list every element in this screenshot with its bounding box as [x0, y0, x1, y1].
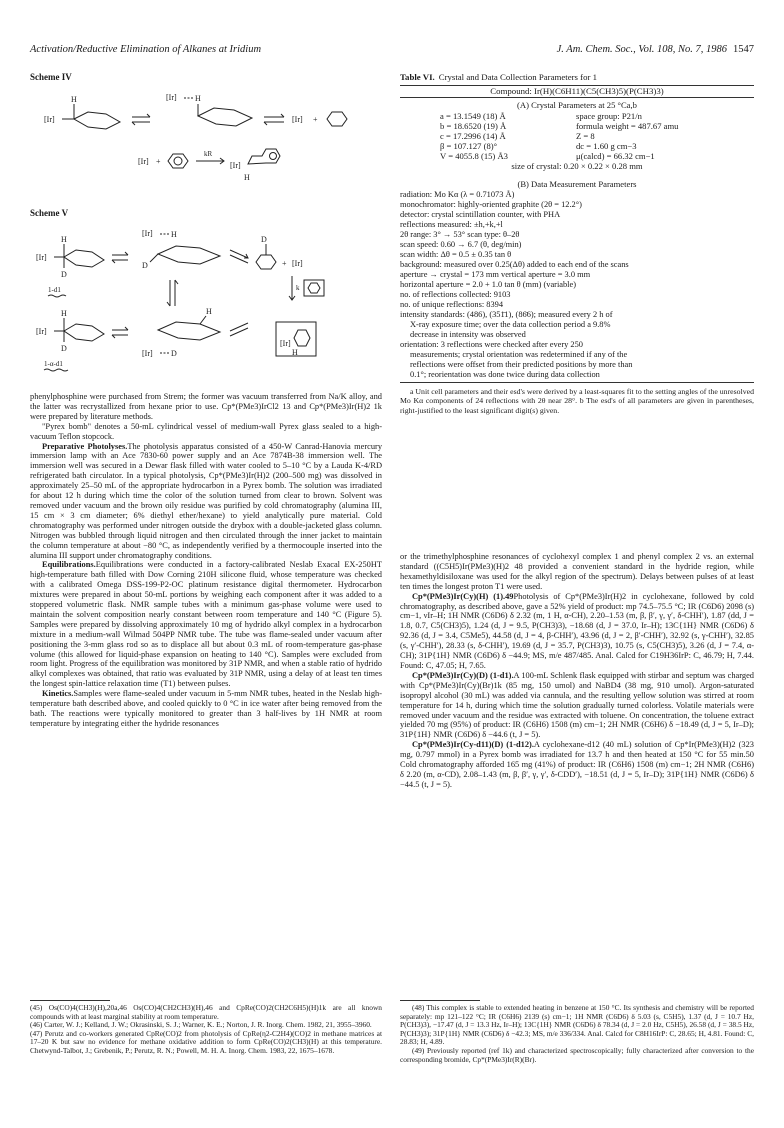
param-z: Z = 8 [576, 131, 595, 141]
scheme-v-d-1: D [61, 270, 67, 279]
param-space-group: space group: P21/n [576, 111, 642, 121]
paragraph-standards: or the trimethylphosphine resonances of cyclohexyl complex 1 and phenyl complex 2 vs. an external standard ((C5H5)Ir(PMe3)(H)2 48 provided a convenient standard in the hydride region, while hexamethyldisiloxane was used for the alkyl region of the spectrum). Delays between pulses of at least ten times the longest proton T1 were used. [400, 552, 754, 591]
table-footnote: a Unit cell parameters and their esd's were derived by a least-squares fit to the setting angles of the unresolved Mo Kα components of 24 reflections with 2θ near 28°. b The esd's of all parameters are given in parentheses, right-justified to the least significant digit(s) given. [400, 387, 754, 415]
footnote-47: (47) Perutz and co-workers generated CpRe(CO)2 from photolysis of CpRe(η2-C2H4)(CO)2 in methane matrices at 17–20 K but saw no evidence for methane oxidative addition to form CpRe(CO)2(CH3)(H) at this temperature. Chetwynd-Talbot, J.; Grebenik, P.; Perutz, R. N.; Powell, M. H. A. Inorg. Chem. 1983, 22, 1675–1678. [30, 1028, 382, 1055]
param-row-beta [400, 141, 754, 151]
footnote-48: (48) This complex is stable to extended heating in benzene at 150 °C. Its synthesis and chemistry will be reported separately: mp 121–122 °C; IR (C6H6) 2139 (s) cm−1; 1H NMR (C6D6) δ 5.03 (s, C5H5), 1.37 (d, J = 10.7 Hz, P(CH3)3), −17.47 (d, J = 13.3 Hz, Ir–H); 13C{1H} NMR (C6D6) δ 78.34 (d, J = 2.0 Hz, C5H5), 26.58 (d, J = 38.5 Hz, P(CH3)3); 31P{1H} NMR (C6D6) δ −42.3; MS, m/e 336/334. Anal. Calcd for C8H16IrP: C, 28.65; H, 4.81. Found: C, 28.83; H, 4.89. [400, 1003, 754, 1047]
label-1-alpha-d1: 1-α-d1 [44, 360, 63, 368]
scheme-iv-ir-5: [Ir] [230, 161, 241, 170]
paragraph-compound-1 [400, 592, 754, 671]
left-footnote-rule [30, 1000, 110, 1001]
table-title-text: Crystal and Data Collection Parameters for 1 [438, 72, 598, 82]
scheme-iv-ring-1 [74, 112, 120, 129]
measurement-line: background: measured over 0.25(Δθ) added to each end of the scans [400, 260, 629, 269]
scheme-iv-ir-4: [Ir] [138, 157, 149, 166]
heading-kinetics: Kinetics. [42, 689, 74, 699]
table-vi [400, 72, 754, 415]
left-footnotes [30, 1004, 382, 1056]
scheme-v-ring-1 [64, 250, 104, 267]
measurement-line: decrease in intensity was observed [410, 330, 526, 339]
measurement-line: scan speed: 0.60 → 6.7 (θ, deg/min) [400, 240, 522, 249]
scheme-v-label: Scheme V [30, 208, 69, 218]
param-density: dc = 1.60 g cm−3 [576, 141, 637, 151]
param-row-a [400, 111, 754, 121]
param-b: b = 18.6520 (19) Å [440, 121, 507, 131]
measurement-line: reflections were offset from their predicted positions by more than [410, 360, 633, 369]
scheme-iv-ir-1: [Ir] [44, 115, 55, 124]
scheme-v-plus: + [282, 259, 287, 268]
scheme-iv-plus-1: + [313, 115, 318, 124]
measurement-line: reflections measured: ±h,+k,+l [400, 220, 503, 229]
heading-photolyses: Preparative Photolyses. [42, 441, 128, 451]
param-row-b [400, 121, 754, 131]
paragraph-compound-1-d12 [400, 740, 754, 790]
table-section-a: (A) Crystal Parameters at 25 °Ca,b [517, 100, 637, 110]
cyclohexane-d-ring [256, 255, 276, 269]
header-title: Activation/Reductive Elimination of Alkanes at Iridium [30, 44, 262, 55]
header-journal [557, 44, 754, 55]
measurement-line: radiation: Mo Kα (λ = 0.71073 Å) [400, 190, 515, 199]
measurement-line: monochromator: highly-oriented graphite (2θ = 12.2°) [400, 200, 582, 209]
param-c: c = 17.2996 (14) Å [440, 131, 506, 141]
param-a: a = 13.1549 (18) Å [440, 111, 506, 121]
measurement-line: horizontal aperture = 2.0 + 1.0 tan θ (mm) (variable) [400, 280, 577, 289]
measurement-list [400, 190, 754, 380]
v-eq-4b [230, 323, 248, 331]
heading-compound-1-d1: Cp*(PMe3)Ir(Cy)(D) (1-d1). [412, 670, 514, 680]
footnote-49: (49) Previously reported (ref 1k) and characterized spectroscopically; fully characterized after conversion to the corresponding bromide, Cp*(PMe3)Ir(R)(Br). [400, 1045, 754, 1064]
left-column-body [30, 392, 382, 729]
measurement-line: measurements; crystal orientation was redetermined if any of the [410, 350, 628, 359]
v-eq-2a [230, 250, 248, 258]
text-compound-1-d12: A cyclohexane-d12 (40 mL) solution of Cp*Ir(PMe3)(H)2 (323 mg, 0.797 mmol) in a Pyrex bomb was irradiated for 13.7 h and then heated at 150 °C for 55 min.50 Cold chromatography afforded 165 mg (41%) of product: IR (C6H6) 1508 (m) cm−1; 2H NMR (C6H6) δ 2.20 (m, α-CD), 2.08–1.43 (m, β, β′, γ, γ′, δ-CDD′), −18.51 (d, J = 5, Ir–D); 31P{1H} NMR (C6D6) δ −44.5 (t, J = 5). [400, 740, 754, 789]
label-1-d1: 1-d1 [48, 286, 61, 294]
measurement-line: orientation: 3 reflections were checked after every 250 [400, 340, 583, 349]
measurement-line: intensity standards: (486), (351̄1), (86̄6); measured every 2 h of [400, 310, 613, 319]
measurement-line: scan width: Δθ = 0.5 ± 0.35 tan θ [400, 250, 512, 259]
param-row-c [400, 131, 754, 141]
text-compound-1: Photolysis of Cp*(PMe3)Ir(H)2 in cyclohexane, followed by cold chromatography, as described above, gave a 52% yield of product: mp 74.5–75.5 °C; IR (C6D6) 2098 (s) cm−1, νIr–H; 1H NMR (C6D6) δ 2.32 (m, 1 H, α-CH), 2.20–1.53 (m, β, β′, γ, γ′, δ-CHH′), 1.87 (dd, J = 1.8, 0.7, C5(CH3)5), 1.24 (d, J = 9.5, P(CH3)3), −18.68 (d, J = 37.0, Ir–H); 13C{1H} NMR (C6D6) δ 92.36 (d, J = 3.4, C5Me5), 44.58 (d, J = 4, β-CHH′), 43.96 (d, J = 2, β′-CHH′), 32.92 (s, γ-CHH′), 32.85 (s, γ′-CHH′), 28.33 (s, δ-CHH′), 19.69 (d, J = 35.7, P(CH3)3), 10.75 (s, C5(CH3)5), 3.26 (d, J = 7.4, α-CH); 31P{1H} NMR (C6D6) δ −44.9; MS, m/e 487/485. Anal. Calcd for C19H36IrP: C, 46.79; H, 7.44. Found: C, 47.05; H, 7.65. [400, 591, 754, 670]
scheme-v-bond-h5 [200, 316, 206, 324]
measurement-line: no. of reflections collected: 9103 [400, 290, 511, 299]
scheme-v-ir-6: [Ir] [280, 339, 291, 348]
param-row-v [400, 151, 754, 161]
measurement-line: X-ray exposure time; over the data collection period a 9.8% [410, 320, 611, 329]
scheme-iv-h-2: H [195, 94, 201, 103]
v-eq-2b [230, 255, 248, 263]
cyclohexane-ring [327, 112, 347, 126]
param-crystal-size: size of crystal: 0.20 × 0.22 × 0.28 mm [511, 161, 643, 171]
v-eq-4a [230, 328, 248, 336]
measurement-line: no. of unique reflections: 8394 [400, 300, 504, 309]
phenyl-ring [248, 149, 280, 164]
scheme-v-d-4: D [61, 344, 67, 353]
right-footnotes [400, 1004, 754, 1064]
scheme-v-ir-1: [Ir] [36, 253, 47, 262]
paragraph-kinetics [30, 689, 382, 729]
bracketed-phenyl-ring [294, 330, 310, 346]
scheme-iv-ring-2 [198, 108, 252, 126]
measurement-line: 2θ range: 3° → 53° scan type: θ–2θ [400, 230, 520, 239]
bracketed-benzene-ring [308, 283, 320, 293]
kr-label: kR [204, 150, 213, 158]
scheme-v-ir-4: [Ir] [36, 327, 47, 336]
scheme-v-h-5: H [206, 307, 212, 316]
scheme-iv-h-3: H [244, 173, 250, 182]
scheme-v-ring-4 [158, 322, 220, 340]
footnote-45: (45) Os(CO)4(CH3)(H),20a,46 Os(CO)4(CH2CH3)(H),46 and CpRe(CO)2(CH2C6H5)(H)1k are all known compounds with at least marginal stability at room temperature. [30, 1003, 382, 1021]
scheme-iv-label: Scheme IV [30, 72, 72, 82]
param-beta: β = 107.127 (8)° [440, 141, 498, 151]
table-section-b: (B) Data Measurement Parameters [517, 179, 637, 189]
running-header [30, 44, 754, 58]
phenyl-circle [270, 153, 277, 160]
heading-equilibrations: Equilibrations. [42, 560, 96, 570]
scheme-iv-ir-2: [Ir] [166, 93, 177, 102]
heading-compound-1-d12: Cp*(PMe3)Ir(Cy-d11)(D) (1-d12). [412, 740, 534, 750]
scheme-v-ring-2 [158, 246, 220, 264]
scheme-v-d-2: D [142, 261, 148, 270]
paragraph-pyrex: "Pyrex bomb" denotes a 50-mL cylindrical vessel of medium-wall Pyrex glass sealed to a high-vacuum Teflon stopcock. [30, 421, 382, 441]
text-compound-1-d1: A 100-mL Schlenk flask equipped with stirbar and septum was charged with Cp*(PMe3)Ir(Cy)(Br)1k (85 mg, 150 umol) and NaBD4 (38 mg, 910 umol). Argon-saturated isopropyl alcohol (30 mL) was added via cannula, and the resulting yellow solution was stirred at room temperature for 14 h, during which time the solution gradually turned colorless. Volatile materials were removed under vacuum and the residue was extracted with toluene. On concentration, the toluene extract yielded 70 mg (95%) of product: IR (C6H6) 1508 (m) cm−1; 2H NMR (C6H6) δ −18.49 (d, J = 5, Ir–D); 31P{1H} NMR (C6D6) δ −44.6 (t, J = 5). [400, 670, 754, 740]
heading-compound-1: Cp*(PMe3)Ir(Cy)(H) (1).49 [412, 591, 514, 601]
scheme-v-ring-3 [64, 324, 104, 341]
scheme-iv-h-1: H [71, 95, 77, 104]
param-mu: μ(calcd) = 66.32 cm−1 [576, 151, 655, 161]
scheme-v-h-6: H [292, 348, 298, 357]
measurement-line: 0.1°; reorientation was done twice during data collection [410, 370, 600, 379]
table-compound: Compound: Ir(H)(C6H11)(C5(CH3)5)(P(CH3)3) [490, 86, 664, 96]
param-volume: V = 4055.8 (15) Å3 [440, 151, 508, 161]
label-1-d1-underline [48, 295, 66, 297]
paragraph-equilibrations [30, 560, 382, 689]
scheme-v-bond-d2 [150, 254, 158, 262]
paragraph-photolyses [30, 442, 382, 561]
measurement-line: aperture → crystal = 173 mm vertical aperture = 3.0 mm [400, 270, 591, 279]
scheme-v-d-5: D [171, 349, 177, 358]
table-title [400, 72, 754, 83]
page-number: 1547 [733, 44, 754, 55]
scheme-iv-ir-3: [Ir] [292, 115, 303, 124]
text-photolyses: The photolysis apparatus consisted of a 450-W Canrad-Hanovia mercury immersion lamp with an Ace 7830-60 power supply and an Ace 7874B-38 immersion well. The immersion well was secured in a Dewar flask filled with water cooled to 5–10 °C by a Lauda K-4/RD refrigerated bath circulator. In a typical photolysis, Cp*(PMe3)Ir(H)2 (200–500 mg) was dissolved in approximately 25–50 mL of the appropriate hydrocarbon in a Pyrex bomb. The solution was irradiated for about 12 h during which time the color of the solution turned from clear to brown. Solvent was removed under vacuum and the brown oily residue was purified by cold chromatography (alumina III, 15 cm × 3 cm diameter; 6% diethyl ether/hexane) to yield analytically pure material. Cold chromatography was performed under nitrogen outside the drybox with a double-jacketed glass column. Nitrogen was bubbled through liquid nitrogen and then circulated through the inner jacket to maintain the column temperature at about −80 °C, as independently verified by a thermocouple inserted into the alumina III support under chromatography conditions. [30, 441, 383, 560]
bracketed-benzene [304, 280, 324, 296]
paragraph-reagents: phenylphosphine were purchased from Strem; the former was vacuum transferred from Na/K alloy, and the latter was recrystallized from hexane prior to use. Cp*(PMe3)IrCl2 13 and Cp*(PMe3)Ir(H)2 1k were prepared by literature methods. [30, 392, 382, 421]
table-compound-rule [400, 97, 754, 98]
header-journal-citation: J. Am. Chem. Soc., Vol. 108, No. 7, 1986 [556, 44, 727, 55]
scheme-v-ir-3: [Ir] [292, 259, 303, 268]
text-kinetics: Samples were flame-sealed under vacuum in 5-mm NMR tubes, heated in the Neslab high-temperature bath described above, and cooled quickly to 0 °C in ice water after being removed from the bath. The reactions were typically monitored to greater than 3 half-lives by 1H NMR at room temperature by integrating either the hydride resonances [30, 689, 382, 728]
table-label: Table VI. [400, 72, 435, 82]
right-column-body [400, 552, 754, 790]
scheme-v-h-4: H [61, 309, 67, 318]
scheme-v-ir-2: [Ir] [142, 229, 153, 238]
footnote-46: (46) Carter, W. J.; Kelland, J. W.; Okrasinski, S. J.; Warner, K. E.; Norton, J. R. Inorg. Chem. 1982, 21, 3955–3960. [30, 1020, 372, 1030]
benzene-circle [174, 157, 182, 165]
scheme-v-diagram [30, 222, 382, 384]
scheme-v-h-1: H [61, 235, 67, 244]
scheme-v-h-2: H [171, 230, 177, 239]
right-footnote-rule [400, 1000, 480, 1001]
scheme-v-d-3: D [261, 235, 267, 244]
paragraph-compound-1-d1 [400, 671, 754, 740]
label-1-alpha-d1-underline [44, 369, 68, 371]
scheme-iv-diagram [30, 84, 382, 196]
scheme-iv-plus-2: + [156, 157, 161, 166]
benzene-ring [168, 154, 188, 168]
table-bottom-rule [400, 382, 754, 383]
param-formula-weight: formula weight = 487.67 amu [576, 121, 679, 131]
measurement-line: detector: crystal scintillation counter, with PHA [400, 210, 561, 219]
scheme-v-kr: k [296, 284, 300, 292]
text-equilibrations: Equilibrations were conducted in a factory-calibrated Neslab Exacal EX-250HT high-temperature bath filled with Dow Corning 210H silicone fluid, whose temperature was checked with a calibrated Omega DSS-199-P2-OC platinum resistance digital thermometer. Hydrocarbon mixtures were prepared in about 50-mL portions by weighing each component after it was added to a stoppered volumetric flask. NMR sample tubes with a minimum gas-phase volume were used to maintain the solvent composition nearly constant between room temperature and 140 °C (Figure 5). Samples were prepared by dissolving approximately 10 mg of hydrido alkyl complex in a hydrocarbon mixture in a medium-wall Wilmad 504PP NMR tube. The tube was flame-sealed under vacuum after positioning the 3-mm glass rod so as to displace all but about 0.3 mL of room-temperature gas-phase volume (this allowed for liquid-phase expansion on heating to 140 °C). Samples were excluded from room light. Progress of the equilibration was monitored by 31P NMR, and when a stable ratio of hydrido alkyl complexes was obtained, that ratio was evaluated by 31P NMR, using a delay of at least ten times the longest spin-lattice relaxation time (T1) between pulses. [30, 560, 382, 689]
scheme-v-ir-5: [Ir] [142, 349, 153, 358]
